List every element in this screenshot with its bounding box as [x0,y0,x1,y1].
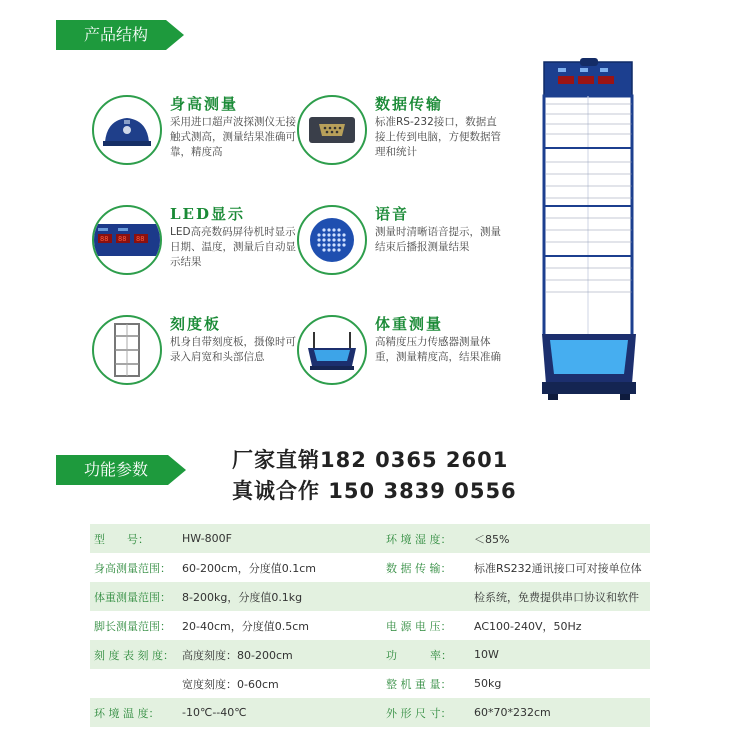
feature-title: 刻度板 [170,315,222,333]
spec-value: 10W [470,640,650,669]
spec-value: HW-800F [178,524,382,553]
contact-line-1: 厂家直销182 0365 2601 [232,448,509,472]
feature-data-transfer [297,95,507,175]
height-weight-machine-image [540,58,640,403]
feature-title: LED显示 [170,205,245,223]
spec-value: 8-200kg，分度值0.1kg [178,582,382,611]
spec-table [90,524,650,727]
table-row [90,698,650,727]
spec-value: 标准RS232通讯接口可对接单位体 [470,553,650,582]
section-banner-params [56,455,168,485]
spec-value: 20-40cm，分度值0.5cm [178,611,382,640]
feature-title: 体重测量 [375,315,444,333]
svg-text:88: 88 [118,235,127,243]
spec-value: ＜85% [470,524,650,553]
table-row [90,553,650,582]
table-row [90,640,650,669]
feature-scale-board [92,315,302,395]
feature-desc: 测量时清晰语音提示，测量结束后播报测量结果 [375,226,501,253]
spec-value: 高度刻度：80-200cm [178,640,382,669]
spec-label: 功 率： [382,640,470,669]
spec-value: 60-200cm，分度值0.1cm [178,553,382,582]
feature-desc: 采用进口超声波探测仪无接触式测高，测量结果准确可靠，精度高 [170,116,296,158]
spec-value: 检系统，免费提供串口协议和软件 [470,582,650,611]
section-title-params: 功能参数 [84,460,149,479]
spec-label: 电 源 电 压： [382,611,470,640]
svg-text:88: 88 [100,235,109,243]
feature-led [92,205,302,285]
serial-port-icon [297,95,367,165]
spec-label: 外 形 尺 寸： [382,698,470,727]
spec-label: 数 据 传 输： [382,553,470,582]
contact-line-2: 真诚合作 150 3839 0556 [232,479,517,503]
spec-value: -10℃--40℃ [178,698,382,727]
spec-value: AC100-240V，50Hz [470,611,650,640]
spec-label: 型 号： [90,524,178,553]
section-title-structure: 产品结构 [84,25,149,44]
feature-desc: 标准RS-232接口，数据直接上传到电脑，方便数据管理和统计 [375,116,501,158]
spec-label: 刻 度 表 刻 度： [90,640,178,669]
feature-desc: LED高亮数码屏待机时显示日期、温度，测量后自动显示结果 [170,226,296,268]
spec-label: 身高测量范围： [90,553,178,582]
spec-label [90,669,178,698]
section-banner-structure [56,20,166,50]
spec-label: 环 境 温 度： [90,698,178,727]
spec-value: 60*70*232cm [470,698,650,727]
spec-value: 宽度刻度：0-60cm [178,669,382,698]
table-row [90,611,650,640]
spec-label: 环 境 湿 度： [382,524,470,553]
spec-label: 体重测量范围： [90,582,178,611]
ultrasonic-sensor-icon [92,95,162,165]
feature-height [92,95,302,175]
speaker-icon [297,205,367,275]
table-row [90,669,650,698]
table-row [90,524,650,553]
feature-title: 语音 [375,205,410,223]
spec-label [382,582,470,611]
scale-board-icon [92,315,162,385]
spec-value: 50kg [470,669,650,698]
feature-voice [297,205,507,285]
table-row [90,582,650,611]
feature-title: 数据传输 [375,95,444,113]
feature-desc: 机身自带刻度板，摄像时可录入肩宽和头部信息 [170,336,296,363]
led-display-icon [92,205,162,275]
spec-label: 整 机 重 量： [382,669,470,698]
svg-text:88: 88 [136,235,145,243]
feature-title: 身高测量 [170,95,239,113]
spec-label: 脚长测量范围： [90,611,178,640]
feature-desc: 高精度压力传感器测量体重，测量精度高，结果准确 [375,336,501,363]
weight-platform-icon [297,315,367,385]
feature-weight [297,315,507,395]
